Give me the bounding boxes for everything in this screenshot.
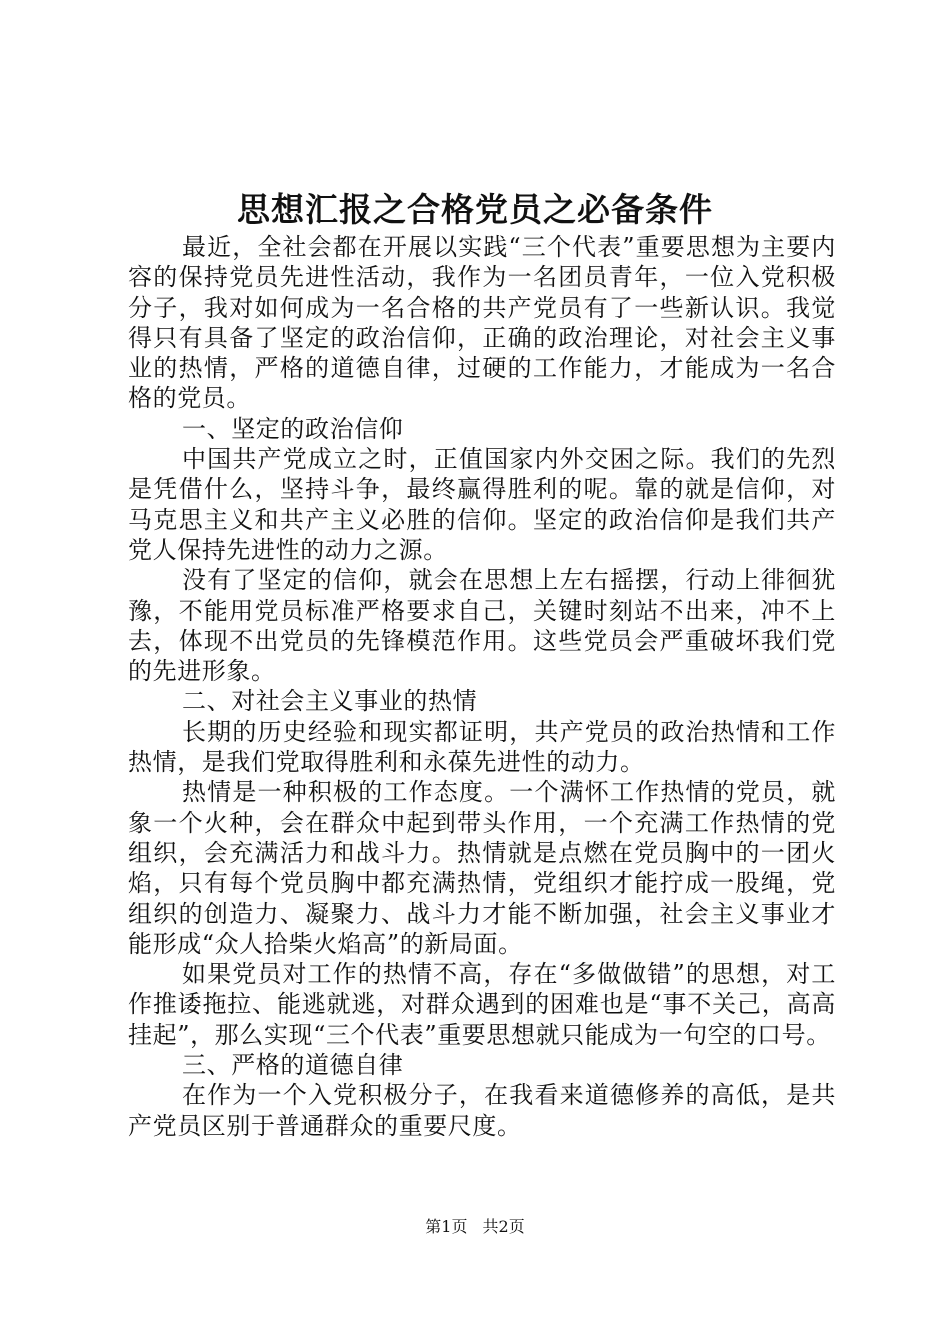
paragraph: 没有了坚定的信仰，就会在思想上左右摇摆，行动上徘徊犹豫，不能用党员标准严格要求自己，关键时刻站不出来，冲不上去，体现不出党员的先锋模范作用。这些党员会严重破坏我们党的先进形象。 <box>128 566 836 686</box>
page-number: 第1页 <box>425 1217 468 1236</box>
paragraph: 中国共产党成立之时，正值国家内外交困之际。我们的先烈是凭借什么，坚持斗争，最终赢得胜利的呢。靠的就是信仰，对马克思主义和共产主义必胜的信仰。坚定的政治信仰是我们共产党人保持先进性的动力之源。 <box>128 445 836 564</box>
section-heading: 三、严格的道德自律 <box>182 1051 404 1080</box>
section-heading: 一、坚定的政治信仰 <box>182 414 404 443</box>
section-heading: 二、对社会主义事业的热情 <box>182 687 478 716</box>
paragraph: 如果党员对工作的热情不高，存在“多做做错”的思想，对工作推诿拖拉、能逃就逃，对群众遇到的困难也是“事不关己，高高挂起”，那么实现“三个代表”重要思想就只能成为一句空的口号。 <box>128 960 836 1049</box>
page-total: 共2页 <box>482 1217 525 1236</box>
paragraph: 在作为一个入党积极分子，在我看来道德修养的高低，是共产党员区别于普通群众的重要尺度。 <box>128 1081 836 1140</box>
document-title: 思想汇报之合格党员之必备条件 <box>237 190 713 229</box>
paragraph: 长期的历史经验和现实都证明，共产党员的政治热情和工作热情，是我们党取得胜利和永葆先进性的动力。 <box>128 717 836 777</box>
paragraph: 最近，全社会都在开展以实践“三个代表”重要思想为主要内容的保持党员先进性活动，我作为一名团员青年，一位入党积极分子，我对如何成为一名合格的共产党员有了一些新认识。我觉得只有具备了坚定的政治信仰，正确的政治理论，对社会主义事业的热情，严格的道德自律，过硬的工作能力，才能成为一名合格的党员。 <box>128 233 836 413</box>
paragraph: 热情是一种积极的工作态度。一个满怀工作热情的党员，就象一个火种，会在群众中起到带头作用，一个充满工作热情的党组织，会充满活力和战斗力。热情就是点燃在党员胸中的一团火焰，只有每个党员胸中都充满热情，党组织才能拧成一股绳，党组织的创造力、凝聚力、战斗力才能不断加强，社会主义事业才能形成“众人拾柴火焰高”的新局面。 <box>128 778 836 958</box>
page-footer <box>0 1215 950 1239</box>
document-body <box>128 232 836 1141</box>
